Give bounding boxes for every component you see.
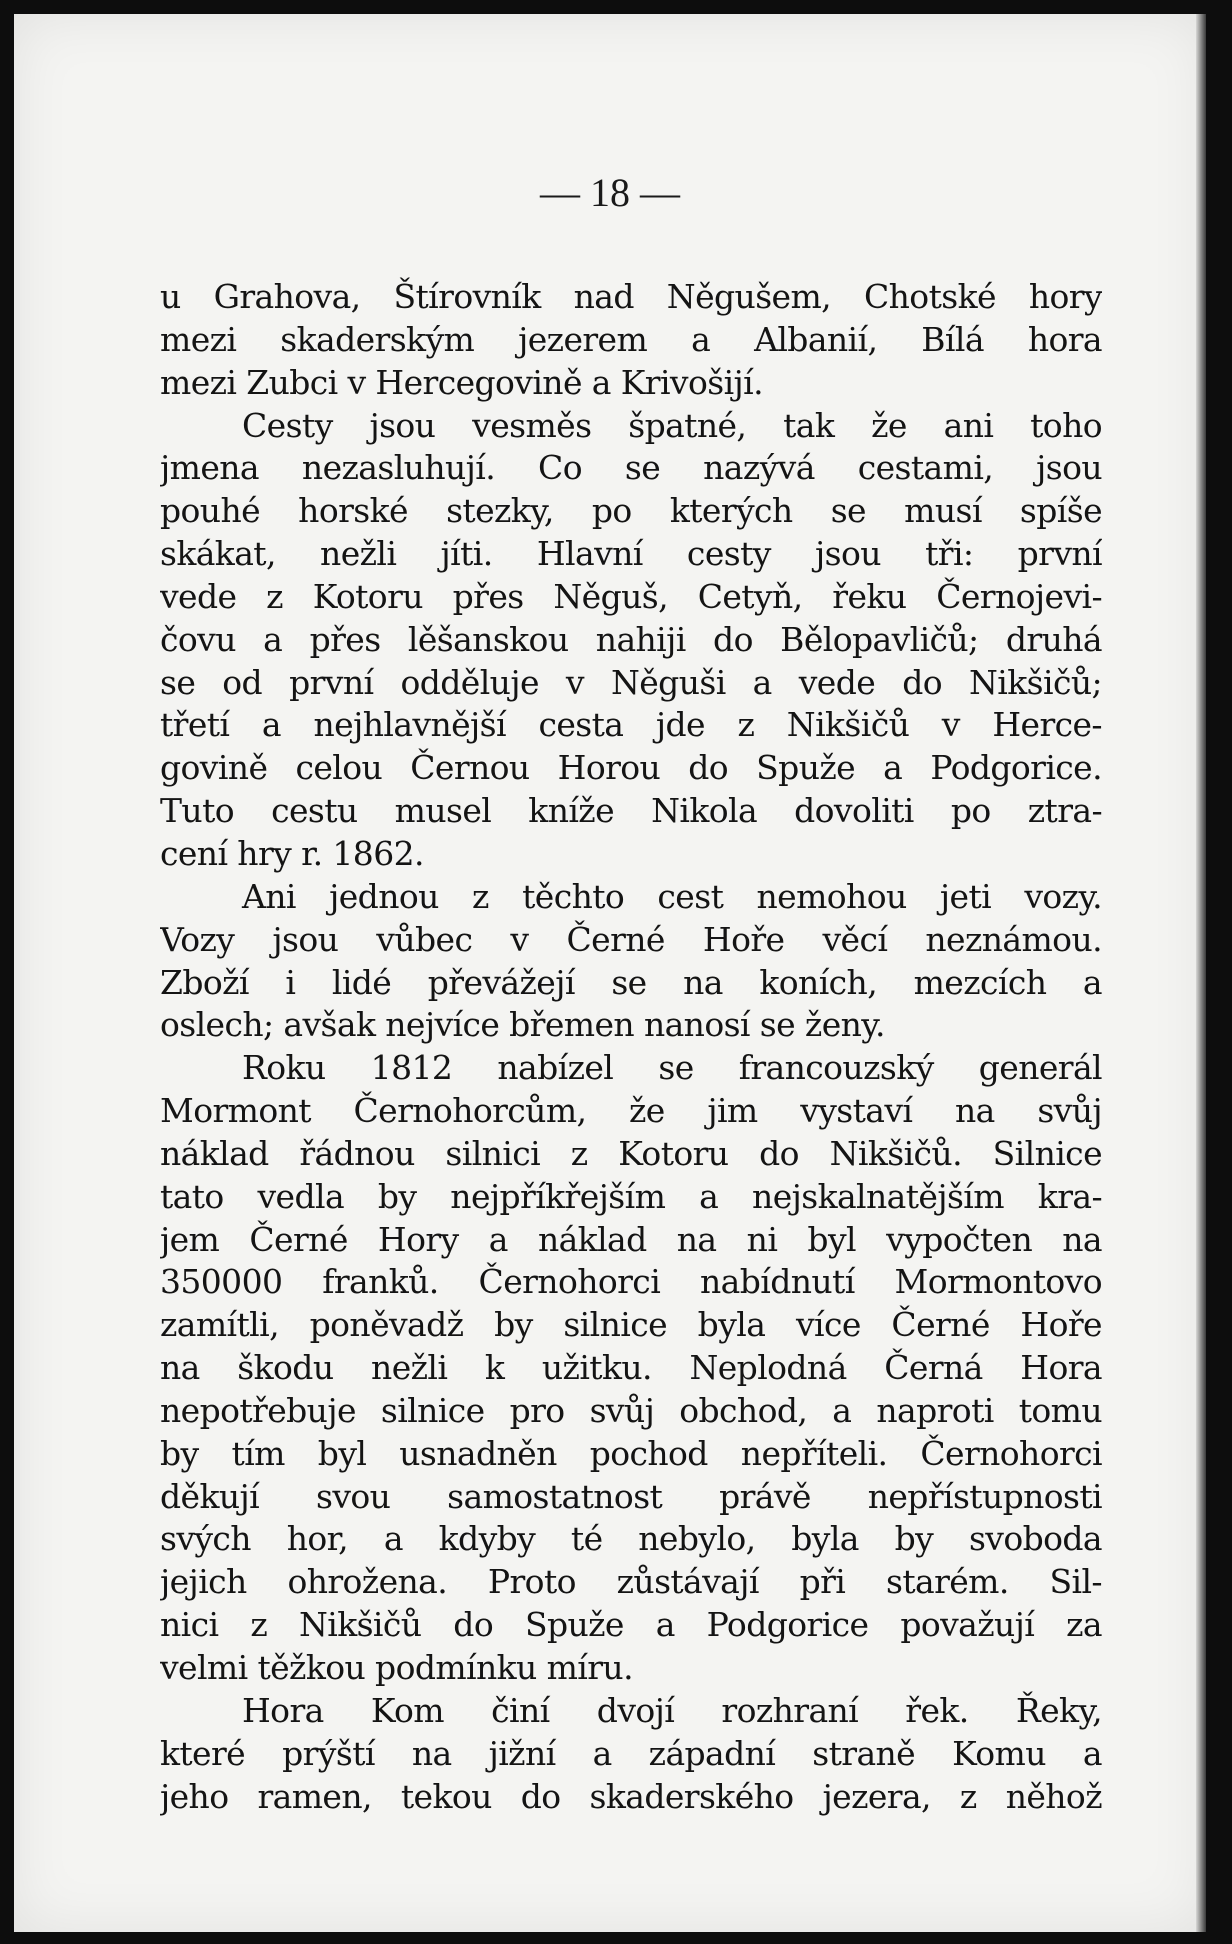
text-line: tato vedla by nejpříkřejším a nejskalnatějším kra- [160, 1176, 1102, 1216]
text-line: Mormont Černohorcům, že jim vystaví na svůj [160, 1091, 1102, 1131]
text-line: mezi skaderským jezerem a Albanií, Bílá hora [160, 319, 1102, 359]
text-line: čovu a přes lěšanskou nahiji do Bělopavličů; druhá [160, 619, 1102, 659]
text-line: Hora Kom činí dvojí rozhraní řek. Řeky, [242, 1690, 1102, 1730]
text-line: jeho ramen, tekou do skaderského jezera, z něhož [160, 1776, 1102, 1816]
text-line: které prýští na jižní a západní straně Komu a [160, 1733, 1102, 1773]
text-line: cení hry r. 1862. [160, 833, 424, 873]
text-line: svých hor, a kdyby té nebylo, byla by svoboda [160, 1519, 1102, 1559]
text-line: vede z Kotoru přes Něguš, Cetyň, řeku Černojevi- [160, 576, 1102, 616]
text-line: děkují svou samostatnost právě nepřístupnosti [160, 1476, 1102, 1516]
text-line: Vozy jsou vůbec v Černé Hoře věcí neznámou. [160, 919, 1102, 959]
text-line: náklad řádnou silnici z Kotoru do Nikšičů. Silnice [160, 1133, 1102, 1173]
text-line: jmena nezasluhují. Co se nazývá cestami, jsou [160, 448, 1102, 488]
text-line: třetí a nejhlavnější cesta jde z Nikšičů v Herce- [160, 705, 1102, 745]
book-page [14, 14, 1206, 1932]
text-line: mezi Zubci v Hercegovině a Krivošijí. [160, 362, 763, 402]
text-line: Zboží i lidé převážejí se na koních, mezcích a [160, 962, 1102, 1002]
text-line: 350000 franků. Černohorci nabídnutí Mormontovo [160, 1262, 1102, 1302]
text-line: jem Černé Hory a náklad na ni byl vypočten na [160, 1219, 1102, 1259]
text-line: by tím byl usnadněn pochod nepříteli. Černohorci [160, 1433, 1102, 1473]
body-text [160, 276, 1102, 1818]
text-line: oslech; avšak nejvíce břemen nanosí se ženy. [160, 1005, 885, 1045]
text-line: skákat, nežli jíti. Hlavní cesty jsou tři: první [160, 534, 1102, 574]
page-number: — 18 — [540, 170, 680, 215]
text-line: u Grahova, Štírovník nad Něgušem, Chotské hory [160, 277, 1102, 316]
text-line: Roku 1812 nabízel se francouzský generál [242, 1048, 1102, 1088]
text-line: jejich ohrožena. Proto zůstávají při starém. Sil- [160, 1562, 1102, 1602]
text-line: pouhé horské stezky, po kterých se musí spíše [160, 491, 1102, 531]
text-line: se od první odděluje v Něguši a vede do Nikšičů; [160, 662, 1102, 702]
text-line: velmi těžkou podmínku míru. [160, 1648, 633, 1687]
page-gutter-shadow [1196, 14, 1206, 1932]
text-line: nepotřebuje silnice pro svůj obchod, a naproti tomu [160, 1390, 1102, 1430]
text-line: Tuto cestu musel kníže Nikola dovoliti po ztra- [160, 791, 1102, 831]
text-line: Ani jednou z těchto cest nemohou jeti vozy. [242, 876, 1102, 916]
text-line: Cesty jsou vesměs špatné, tak že ani toho [242, 405, 1102, 445]
text-line: zamítli, poněvadž by silnice byla více Černé Hoře [160, 1305, 1102, 1345]
text-line: nici z Nikšičů do Spuže a Podgorice považují za [160, 1605, 1102, 1645]
text-line: govině celou Černou Horou do Spuže a Podgorice. [160, 748, 1102, 788]
text-line: na škodu nežli k užitku. Neplodná Černá Hora [160, 1348, 1102, 1388]
